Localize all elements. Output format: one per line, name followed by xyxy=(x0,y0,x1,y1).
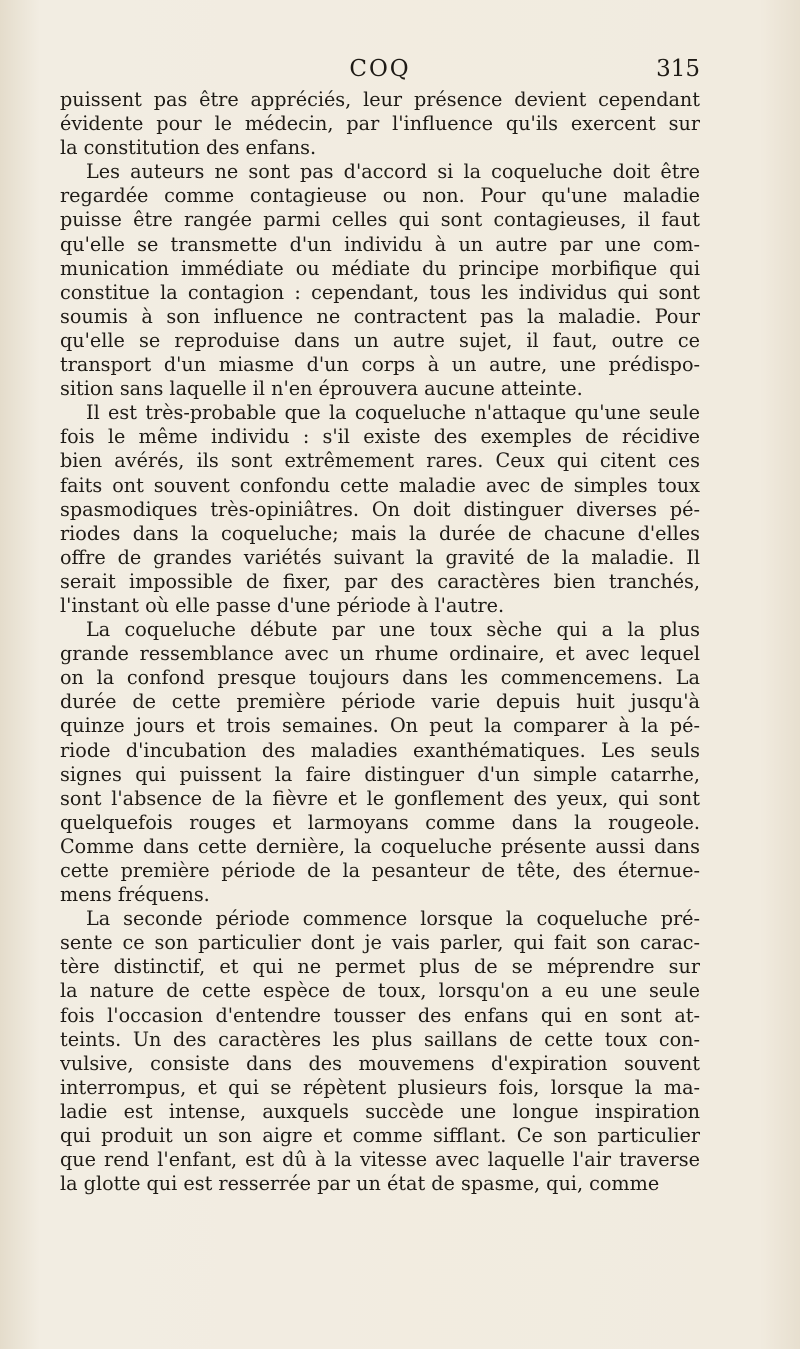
body-text xyxy=(60,88,700,1196)
text-line: sition sans laquelle il n'en éprouvera aucune atteinte. xyxy=(60,377,583,401)
text-line: mens fréquens. xyxy=(60,883,210,907)
text-line: faits ont souvent confondu cette maladie avec de simples toux xyxy=(60,473,700,497)
text-line: qui produit un son aigre et comme sifflant. Ce son particulier xyxy=(60,1124,700,1148)
text-line: fois l'occasion d'entendre tousser des enfans qui en sont at- xyxy=(60,1003,700,1027)
paragraph xyxy=(60,88,700,160)
page-number: 315 xyxy=(656,56,700,82)
text-line: durée de cette première période varie depuis huit jusqu'à xyxy=(60,690,700,714)
text-line: la glotte qui est resserrée par un état de spasme, qui, comme xyxy=(60,1172,660,1196)
text-line: spasmodiques très-opiniâtres. On doit distinguer diverses pé- xyxy=(60,497,700,521)
running-title: COQ xyxy=(349,56,411,82)
text-line: puissent pas être appréciés, leur présence devient cependant xyxy=(60,88,700,111)
text-line: ladie est intense, auxquels succède une longue inspiration xyxy=(60,1099,700,1123)
text-line: serait impossible de fixer, par des caractères bien tranchés, xyxy=(60,569,700,593)
text-line: signes qui puissent la faire distinguer d'un simple catarrhe, xyxy=(60,762,700,786)
text-line: munication immédiate ou médiate du principe morbifique qui xyxy=(60,256,700,280)
text-line: puisse être rangée parmi celles qui sont contagieuses, il faut xyxy=(60,208,700,232)
text-line: La seconde période commence lorsque la coqueluche pré- xyxy=(86,907,700,931)
text-line: riodes dans la coqueluche; mais la durée de chacune d'elles xyxy=(60,521,700,545)
text-line: quinze jours et trois semaines. On peut la comparer à la pé- xyxy=(60,714,700,738)
page-header xyxy=(60,56,700,88)
text-line: quelquefois rouges et larmoyans comme dans la rougeole. xyxy=(60,810,700,834)
text-line: Comme dans cette dernière, la coqueluche présente aussi dans xyxy=(60,834,700,858)
text-line: sont l'absence de la fièvre et le gonflement des yeux, qui sont xyxy=(60,786,700,810)
text-line: interrompus, et qui se répètent plusieurs fois, lorsque la ma- xyxy=(60,1075,700,1099)
text-line: sente ce son particulier dont je vais parler, qui fait son carac- xyxy=(60,931,700,955)
text-line: regardée comme contagieuse ou non. Pour qu'une maladie xyxy=(60,184,700,208)
text-line: transport d'un miasme d'un corps à un autre, une prédispo- xyxy=(60,353,700,377)
text-line: que rend l'enfant, est dû à la vitesse avec laquelle l'air traverse xyxy=(60,1148,700,1172)
text-line: qu'elle se transmette d'un individu à un autre par une com- xyxy=(60,232,700,256)
text-line: La coqueluche débute par une toux sèche qui a la plus xyxy=(86,618,700,642)
text-line: Il est très-probable que la coqueluche n'attaque qu'une seule xyxy=(86,401,700,425)
paragraph xyxy=(60,160,700,401)
text-line: la constitution des enfans. xyxy=(60,136,317,160)
text-line: on la confond presque toujours dans les commencemens. La xyxy=(60,666,700,690)
text-line: constitue la contagion : cependant, tous les individus qui sont xyxy=(60,280,700,304)
text-line: fois le même individu : s'il existe des exemples de récidive xyxy=(60,425,700,449)
paragraph xyxy=(60,401,700,618)
text-line: qu'elle se reproduise dans un autre sujet, il faut, outre ce xyxy=(60,328,700,352)
text-line: l'instant où elle passe d'une période à l'autre. xyxy=(60,593,505,617)
text-line: riode d'incubation des maladies exanthématiques. Les seuls xyxy=(60,738,700,762)
paragraph xyxy=(60,907,700,1196)
text-line: grande ressemblance avec un rhume ordinaire, et avec lequel xyxy=(60,642,700,666)
text-line: offre de grandes variétés suivant la gravité de la maladie. Il xyxy=(60,545,700,569)
text-line: cette première période de la pesanteur de tête, des éternue- xyxy=(60,859,700,882)
text-line: la nature de cette espèce de toux, lorsqu'on a eu une seule xyxy=(60,979,700,1003)
text-line: teints. Un des caractères les plus saillans de cette toux con- xyxy=(60,1027,700,1051)
text-line: Les auteurs ne sont pas d'accord si la coqueluche doit être xyxy=(86,160,700,184)
text-line: vulsive, consiste dans des mouvemens d'expiration souvent xyxy=(60,1051,700,1075)
text-line: tère distinctif, et qui ne permet plus de se méprendre sur xyxy=(60,955,700,979)
paragraph xyxy=(60,618,700,907)
text-line: soumis à son influence ne contractent pas la maladie. Pour xyxy=(60,304,700,328)
text-line: évidente pour le médecin, par l'influence qu'ils exercent sur xyxy=(60,112,700,136)
text-line: bien avérés, ils sont extrêmement rares. Ceux qui citent ces xyxy=(60,449,700,473)
